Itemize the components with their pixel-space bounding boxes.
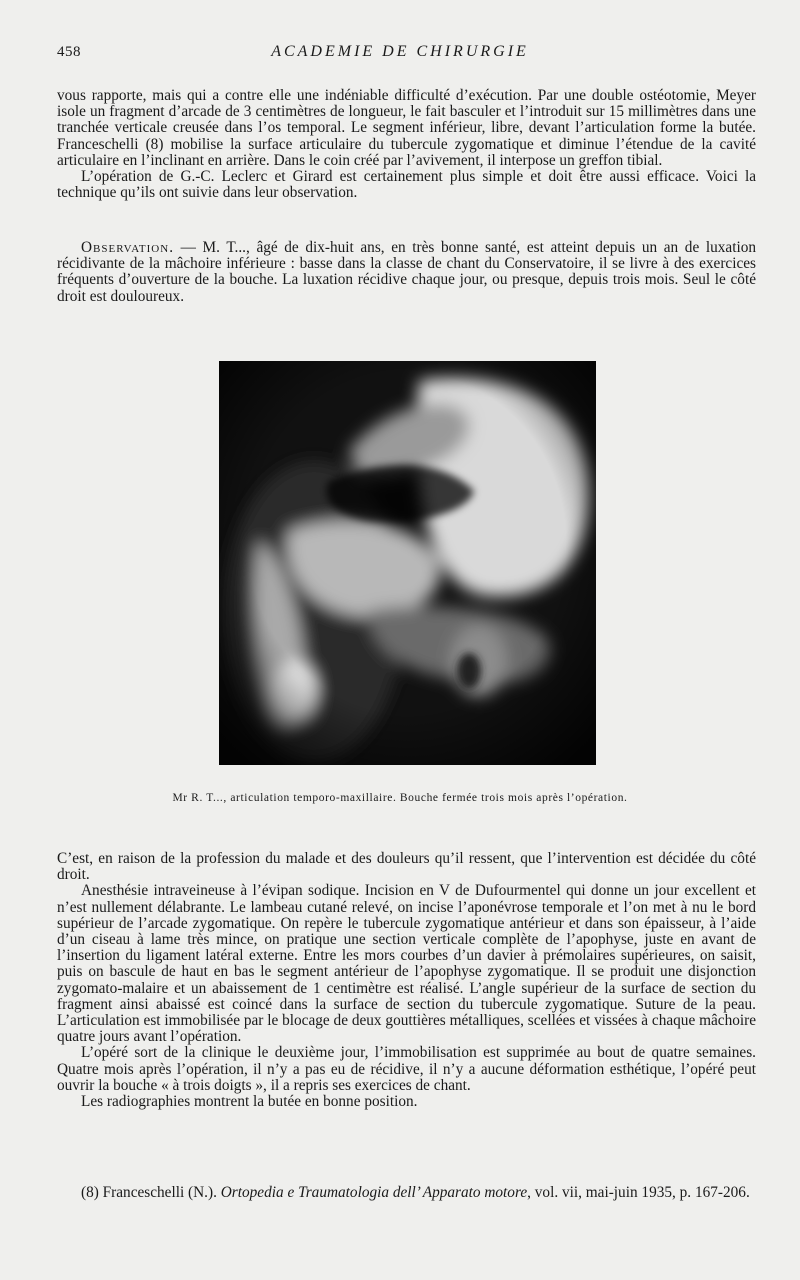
body-text-top	[57, 88, 756, 201]
radiograph-drawing	[219, 361, 596, 765]
page-number: 458	[57, 44, 81, 60]
paragraph: L’opération de G.-C. Leclerc et Girard est certainement plus simple et doit être aussi efficace. Voici la technique qu’ils ont suivie dans leur observation.	[57, 168, 756, 202]
running-head: ACADEMIE DE CHIRURGIE	[271, 43, 529, 60]
paragraph: Les radiographies montrent la butée en bonne position.	[81, 1093, 418, 1111]
footnote-rest: , vol. vii, mai-juin 1935, p. 167-206.	[527, 1184, 750, 1201]
footnote-journal: Ortopedia e Traumatologia dell’ Apparato motore	[220, 1184, 528, 1201]
observation-paragraph	[57, 240, 756, 305]
observation-text: — M. T..., âgé de dix-huit ans, en très bonne santé, est atteint depuis un an de luxation récidivante de la mâchoire inférieure : basse dans la classe de chant du Conservatoire, il se livre à des exercices fréquents d’ouverture de la bouche. La luxation récidive chaque jour, ou presque, depuis trois mois. Seul le côté droit est douloureux.	[57, 239, 756, 305]
paragraph: L’opéré sort de la clinique le deuxième jour, l’immobilisation est supprimée au bout de quatre semaines. Quatre mois après l’opération, il n’y a pas eu de récidive, il n’y a aucune déformation esthétique, l’opéré peut ouvrir la bouche « à trois doigts », il a repris ses exercices de chant.	[57, 1044, 756, 1094]
figure-caption: Mr R. T..., articulation temporo-maxillaire. Bouche fermée trois mois après l’opération.	[172, 792, 628, 804]
paragraph: vous rapporte, mais qui a contre elle une indéniable difficulté d’exécution. Par une double ostéotomie, Meyer isole un fragment d’arcade de 3 centimètres de longueur, le fait basculer et l’introduit sur 15 millimètres dans une tranchée verticale creusée dans l’os temporal. Le segment inférieur, libre, devant l’articulation forme la butée. Franceschelli (8) mobilise la surface articulaire du tubercule zygomatique et diminue l’étendue de la cavité articulaire en l’inclinant en arrière. Dans le coin créé par l’avivement, il interpose un greffon tibial.	[57, 87, 756, 169]
paragraph: C’est, en raison de la profession du malade et des douleurs qu’il ressent, que l’intervention est décidée du côté droit.	[57, 850, 756, 884]
radiograph-image	[219, 361, 596, 765]
observation-lead: Observation.	[81, 239, 175, 256]
body-text-bottom	[57, 851, 756, 1110]
footnote-ref: (8) Franceschelli (N.).	[81, 1184, 221, 1201]
paragraph: Anesthésie intraveineuse à l’évipan sodique. Incision en V de Dufourmentel qui donne un jour excellent et n’est nullement délabrante. Le lambeau cutané relevé, on incise l’aponévrose temporale et l’on met à nu le bord supérieur de l’arcade zygomatique. On repère le tubercule zygomatique antérieur et dans son épaisseur, à l’aide d’un ciseau à lame très mince, on pratique une section verticale complète de l’apophyse, juste en avant de l’insertion du ligament latéral externe. Entre les mors courbes d’un davier à prémolaires supérieures, on saisit, puis on bascule de haut en bas le segment antérieur de l’apophyse zygomatique. Il se produit une disjonction zygomato-malaire et un abaissement de 1 centimètre est réalisé. L’angle supérieur de la surface de section du fragment ainsi abaissé est coincé dans la surface de section du tubercule zygomatique. Suture de la peau. L’articulation est immobilisée par le blocage de deux gouttières métalliques, scellées et vissées à chaque mâchoire quatre jours avant l’opération.	[57, 882, 756, 1046]
footnote	[57, 1185, 756, 1201]
